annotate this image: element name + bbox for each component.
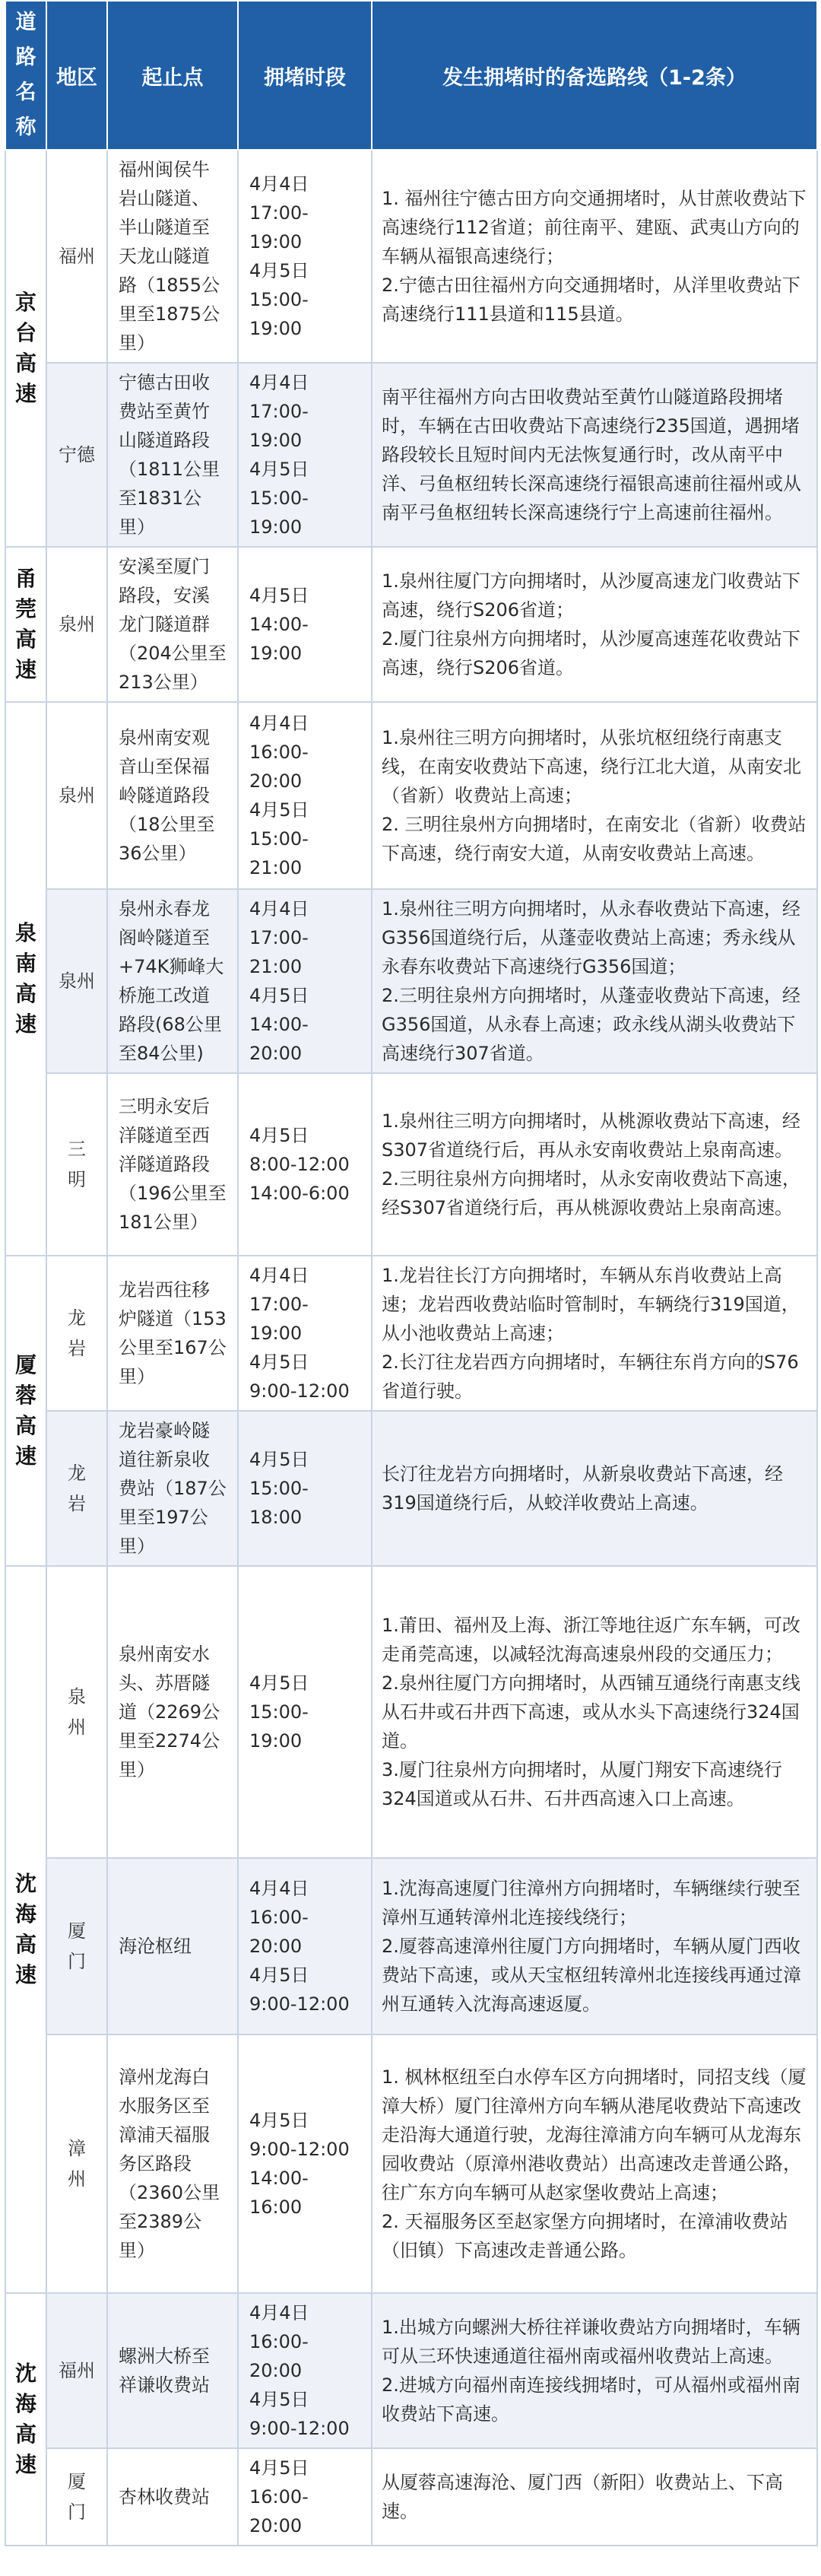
time-line: 17:00-19:00 xyxy=(249,1294,309,1344)
region-text: 福州 xyxy=(59,2360,95,2381)
region-text: 厦 xyxy=(68,1920,86,1942)
region-cell xyxy=(46,150,107,363)
time-line: 14:00-16:00 xyxy=(249,2168,309,2218)
time-line: 4月4日 xyxy=(249,1265,309,1286)
start-end-cell: 三明永安后洋隧道至西洋隧道路段（196公里至181公里） xyxy=(107,1073,238,1256)
road-name-cell xyxy=(5,702,46,1256)
time-line: 4月5日 xyxy=(249,1965,309,1986)
header-road-char: 名 xyxy=(15,81,36,104)
table-row xyxy=(5,547,817,702)
table-row xyxy=(5,150,817,363)
road-char: 高 xyxy=(14,981,36,1006)
time-line: 15:00-21:00 xyxy=(249,828,309,878)
time-cell xyxy=(238,1411,372,1566)
region-cell xyxy=(46,2034,107,2293)
time-line: 9:00-12:00 xyxy=(249,1380,350,1402)
time-cell xyxy=(238,2293,372,2448)
time-cell xyxy=(238,2034,372,2293)
time-line: 4月5日 xyxy=(249,799,309,821)
route-line: 2.进城方向福州南连接线拥堵时，可从福州或福州南收费站下高速。 xyxy=(382,2374,800,2425)
time-line: 4月4日 xyxy=(249,173,309,195)
time-line: 9:00-12:00 xyxy=(249,2418,350,2439)
region-text: 泉州 xyxy=(59,970,95,992)
road-char: 速 xyxy=(14,1962,36,1987)
region-cell xyxy=(46,363,107,547)
time-line: 4月5日 xyxy=(249,1672,309,1694)
region-text: 泉 xyxy=(68,1686,86,1707)
time-cell xyxy=(238,702,372,889)
road-char: 甬 xyxy=(14,566,36,591)
start-end-cell: 漳州龙海白水服务区至漳浦天福服务区路段（2360公里至2389公里） xyxy=(107,2034,238,2293)
header-route: 发生拥堵时的备选路线（1-2条） xyxy=(372,1,817,150)
region-text: 厦 xyxy=(68,2471,86,2492)
road-char: 高 xyxy=(14,627,36,652)
time-line: 4月5日 xyxy=(249,459,309,480)
table-row xyxy=(5,363,817,547)
traffic-table xyxy=(5,0,818,2546)
time-line: 16:00-20:00 xyxy=(249,1907,309,1957)
time-line: 16:00-20:00 xyxy=(249,742,309,792)
time-line: 15:00-19:00 xyxy=(249,488,309,538)
route-cell xyxy=(372,363,817,547)
time-line: 4月5日 xyxy=(249,2389,309,2410)
header-row xyxy=(5,1,817,150)
start-end-cell: 宁德古田收费站至黄竹山隧道路段（1811公里至1831公里） xyxy=(107,363,238,547)
route-cell xyxy=(372,2293,817,2448)
road-char: 蓉 xyxy=(14,1383,36,1408)
route-line: 1.出城方向螺洲大桥往祥谦收费站方向拥堵时，车辆可从三环快速通道往福州南或福州收费站上高速。 xyxy=(382,2317,800,2367)
time-line: 16:00-20:00 xyxy=(249,2486,309,2536)
route-line: 1.泉州往三明方向拥堵时，从永春收费站下高速，经G356国道绕行后，从蓬壶收费站上高速；秀永线从永春东收费站下高速绕行G356国道； xyxy=(382,898,800,977)
region-text: 岩 xyxy=(68,1493,86,1514)
header-road-char: 道 xyxy=(15,11,36,34)
time-line: 4月5日 xyxy=(249,1125,309,1146)
route-line: 2.泉州往厦门方向拥堵时，从西铺互通绕行南惠支线从石井或石井西下高速，或从水头下高速绕行324国道。 xyxy=(382,1672,800,1752)
road-char: 京 xyxy=(14,290,36,315)
time-cell xyxy=(238,1073,372,1256)
time-cell xyxy=(238,363,372,547)
road-name-cell xyxy=(5,547,46,702)
road-char: 速 xyxy=(14,381,36,406)
route-cell xyxy=(372,547,817,702)
road-name-cell xyxy=(5,1566,46,2293)
road-char: 海 xyxy=(14,1901,36,1926)
route-line: 南平往福州方向古田收费站至黄竹山隧道路段拥堵时，车辆在古田收费站下高速绕行235国道，遇拥堵路段较长且短时间内无法恢复通行时，改从南平中洋、弓鱼枢纽转长深高速绕行福银高速前往福州或从南平弓鱼枢纽转长深高速绕行宁上高速前往福州。 xyxy=(382,386,801,523)
route-line: 1. 枫林枢纽至白水停车区方向拥堵时，同招支线（厦漳大桥）厦门往漳州方向车辆从港尾收费站下高速改走沿海大通道行驶，龙海往漳浦方向车辆可从龙海东园收费站（原漳州港收费站）出高速改走普通公路，往广东方向车辆可从赵家堡收费站上高速； xyxy=(382,2066,807,2203)
route-line: 2.厦门往泉州方向拥堵时，从沙厦高速莲花收费站下高速，绕行S206省道。 xyxy=(382,628,800,678)
start-end-cell: 螺洲大桥至祥谦收费站 xyxy=(107,2293,238,2448)
time-line: 4月4日 xyxy=(249,2302,309,2323)
route-cell xyxy=(372,1411,817,1566)
time-line: 4月5日 xyxy=(249,2110,309,2131)
route-line: 2.三明往泉州方向拥堵时，从蓬壶收费站下高速，经G356国道，从永春上高速；政永线从湖头收费站下高速绕行307省道。 xyxy=(382,985,800,1064)
region-cell xyxy=(46,1566,107,1858)
time-line: 16:00-20:00 xyxy=(249,2331,309,2381)
start-end-cell: 泉州南安观音山至保福岭隧道路段（18公里至36公里） xyxy=(107,702,238,889)
start-end-cell: 海沧枢纽 xyxy=(107,1858,238,2034)
table-row xyxy=(5,1566,817,1858)
time-line: 15:00-19:00 xyxy=(249,289,309,339)
road-char: 沈 xyxy=(14,1871,36,1896)
route-line: 2. 三明往泉州方向拥堵时，在南安北（省新）收费站下高速，绕行南安大道，从南安收费站上高速。 xyxy=(382,814,807,864)
route-line: 2. 天福服务区至赵家堡方向拥堵时，在漳浦收费站（旧镇）下高速改走普通公路。 xyxy=(382,2211,788,2261)
road-char: 台 xyxy=(14,320,36,345)
time-line: 4月5日 xyxy=(249,1352,309,1373)
region-text: 泉州 xyxy=(59,785,95,806)
route-line: 2.三明往泉州方向拥堵时，从永安南收费站下高速，经S307省道绕行后，再从桃源收费站上泉南高速。 xyxy=(382,1168,800,1218)
start-end-cell: 福州闽侯牛岩山隧道、半山隧道至天龙山隧道路（1855公里至1875公里） xyxy=(107,150,238,363)
region-cell xyxy=(46,1411,107,1566)
road-char: 沈 xyxy=(14,2361,36,2386)
road-char: 南 xyxy=(14,951,36,976)
region-cell xyxy=(46,1858,107,2034)
road-char: 泉 xyxy=(14,920,36,945)
road-char: 海 xyxy=(14,2391,36,2416)
road-char: 莞 xyxy=(14,596,36,621)
region-cell xyxy=(46,2293,107,2448)
time-line: 9:00-12:00 xyxy=(249,2139,350,2160)
time-line: 17:00-19:00 xyxy=(249,202,309,253)
start-end-cell: 龙岩豪岭隧道往新泉收费站（187公里至197公里） xyxy=(107,1411,238,1566)
time-line: 4月4日 xyxy=(249,1878,309,1899)
header-start-end: 起止点 xyxy=(107,1,238,150)
region-text: 三 xyxy=(68,1139,86,1160)
region-text: 龙 xyxy=(68,1307,86,1329)
time-cell xyxy=(238,889,372,1073)
road-char: 高 xyxy=(14,2422,36,2447)
time-cell xyxy=(238,1858,372,2034)
region-cell xyxy=(46,702,107,889)
table-row xyxy=(5,889,817,1073)
route-cell xyxy=(372,1073,817,1256)
time-line: 15:00-19:00 xyxy=(249,1701,309,1752)
time-line: 14:00-19:00 xyxy=(249,614,309,664)
header-time: 拥堵时段 xyxy=(238,1,372,150)
route-line: 1.沈海高速厦门往漳州方向拥堵时，车辆继续行驶至漳州互通转漳州北连接线绕行； xyxy=(382,1878,800,1928)
region-cell xyxy=(46,547,107,702)
route-cell xyxy=(372,702,817,889)
table-row xyxy=(5,1858,817,2034)
header-region: 地区 xyxy=(46,1,107,150)
time-line: 14:00-6:00 xyxy=(249,1183,350,1204)
route-line: 2.厦蓉高速漳州往厦门方向拥堵时，车辆从厦门西收费站下高速，或从天宝枢纽转漳州北连接线再通过漳州互通转入沈海高速返厦。 xyxy=(382,1936,801,2015)
time-line: 4月4日 xyxy=(249,898,309,920)
route-cell xyxy=(372,1858,817,2034)
table-row xyxy=(5,1073,817,1256)
route-cell xyxy=(372,1256,817,1411)
region-cell xyxy=(46,889,107,1073)
table-row xyxy=(5,2448,817,2546)
road-name-cell xyxy=(5,1256,46,1566)
road-char: 速 xyxy=(14,2452,36,2477)
region-text: 门 xyxy=(68,2501,86,2523)
region-text: 泉州 xyxy=(59,614,95,635)
time-line: 4月5日 xyxy=(249,585,309,606)
road-char: 速 xyxy=(14,1012,36,1037)
route-cell xyxy=(372,889,817,1073)
region-cell xyxy=(46,1256,107,1411)
route-line: 2.长汀往龙岩西方向拥堵时，车辆往东肖方向的S76省道行驶。 xyxy=(382,1352,799,1402)
route-cell xyxy=(372,2448,817,2546)
time-line: 4月5日 xyxy=(249,1449,309,1470)
route-cell xyxy=(372,2034,817,2293)
time-line: 4月5日 xyxy=(249,985,309,1006)
region-text: 明 xyxy=(68,1169,86,1190)
table-row xyxy=(5,702,817,889)
time-line: 9:00-12:00 xyxy=(249,1993,350,2015)
road-char: 高 xyxy=(14,1413,36,1438)
route-cell xyxy=(372,150,817,363)
header-road-name xyxy=(5,1,46,150)
time-cell xyxy=(238,2448,372,2546)
start-end-cell: 杏林收费站 xyxy=(107,2448,238,2546)
table-row xyxy=(5,1256,817,1411)
region-text: 宁德 xyxy=(59,444,95,465)
time-line: 15:00-18:00 xyxy=(249,1478,309,1528)
road-char: 速 xyxy=(14,1444,36,1469)
road-name-cell xyxy=(5,2293,46,2546)
route-cell xyxy=(372,1566,817,1858)
time-line: 4月5日 xyxy=(249,2457,309,2479)
time-line: 4月5日 xyxy=(249,260,309,281)
road-char: 高 xyxy=(14,351,36,376)
time-cell xyxy=(238,1256,372,1411)
region-text: 州 xyxy=(68,2168,86,2190)
route-line: 1.龙岩往长汀方向拥堵时，车辆从东肖收费站上高速；龙岩西收费站临时管制时，车辆绕行319国道，从小池收费站上高速； xyxy=(382,1265,800,1344)
road-char: 高 xyxy=(14,1932,36,1957)
time-line: 8:00-12:00 xyxy=(249,1154,350,1175)
start-end-cell: 泉州南安水头、苏厝隧道（2269公里至2274公里） xyxy=(107,1566,238,1858)
time-line: 4月4日 xyxy=(249,372,309,393)
road-name-cell xyxy=(5,150,46,547)
route-line: 1.泉州往三明方向拥堵时，从张坑枢纽绕行南惠支线，在南安收费站下高速，绕行江北大道，从南安北（省新）收费站上高速； xyxy=(382,727,801,806)
road-char: 速 xyxy=(14,657,36,682)
table-row xyxy=(5,1411,817,1566)
header-road-char: 路 xyxy=(15,46,36,69)
start-end-cell: 泉州永春龙阁岭隧道至+74K狮峰大桥施工改道路段(68公里至84公里) xyxy=(107,889,238,1073)
route-line: 3.厦门往泉州方向拥堵时，从厦门翔安下高速绕行324国道或从石井、石井西高速入口上高速。 xyxy=(382,1759,782,1809)
route-line: 1. 福州往宁德古田方向交通拥堵时，从甘蔗收费站下高速绕行112省道；前往南平、建瓯、武夷山方向的车辆从福银高速绕行； xyxy=(382,188,807,267)
time-line: 14:00-20:00 xyxy=(249,1014,309,1064)
header-road-char: 称 xyxy=(15,116,36,139)
time-cell xyxy=(238,1566,372,1858)
start-end-cell: 安溪至厦门路段，安溪龙门隧道群（204公里至213公里） xyxy=(107,547,238,702)
time-cell xyxy=(238,150,372,363)
region-text: 州 xyxy=(68,1717,86,1738)
route-line: 2.宁德古田往福州方向交通拥堵时，从洋里收费站下高速绕行111县道和115县道。 xyxy=(382,275,800,325)
route-line: 1.泉州往三明方向拥堵时，从桃源收费站下高速，经S307省道绕行后，再从永安南收费站上泉南高速。 xyxy=(382,1110,800,1161)
time-line: 17:00-19:00 xyxy=(249,401,309,451)
region-text: 漳 xyxy=(68,2138,86,2159)
route-line: 1.泉州往厦门方向拥堵时，从沙厦高速龙门收费站下高速，绕行S206省道； xyxy=(382,570,800,621)
region-text: 福州 xyxy=(59,246,95,267)
time-cell xyxy=(238,547,372,702)
table-row xyxy=(5,2034,817,2293)
route-line: 从厦蓉高速海沧、厦门西（新阳）收费站上、下高速。 xyxy=(382,2472,783,2522)
time-line: 17:00-21:00 xyxy=(249,927,309,977)
region-text: 龙 xyxy=(68,1463,86,1484)
region-text: 岩 xyxy=(68,1338,86,1359)
route-line: 1.莆田、福州及上海、浙江等地往返广东车辆，可改走甬莞高速，以减轻沈海高速泉州段的交通压力； xyxy=(382,1615,800,1665)
road-char: 厦 xyxy=(14,1352,36,1377)
table-row xyxy=(5,2293,817,2448)
region-cell xyxy=(46,1073,107,1256)
route-line: 长汀往龙岩方向拥堵时，从新泉收费站下高速，经319国道绕行后，从蛟洋收费站上高速。 xyxy=(382,1463,783,1514)
time-line: 4月4日 xyxy=(249,713,309,734)
region-cell xyxy=(46,2448,107,2546)
start-end-cell: 龙岩西往移炉隧道（153公里至167公里） xyxy=(107,1256,238,1411)
region-text: 门 xyxy=(68,1951,86,1972)
